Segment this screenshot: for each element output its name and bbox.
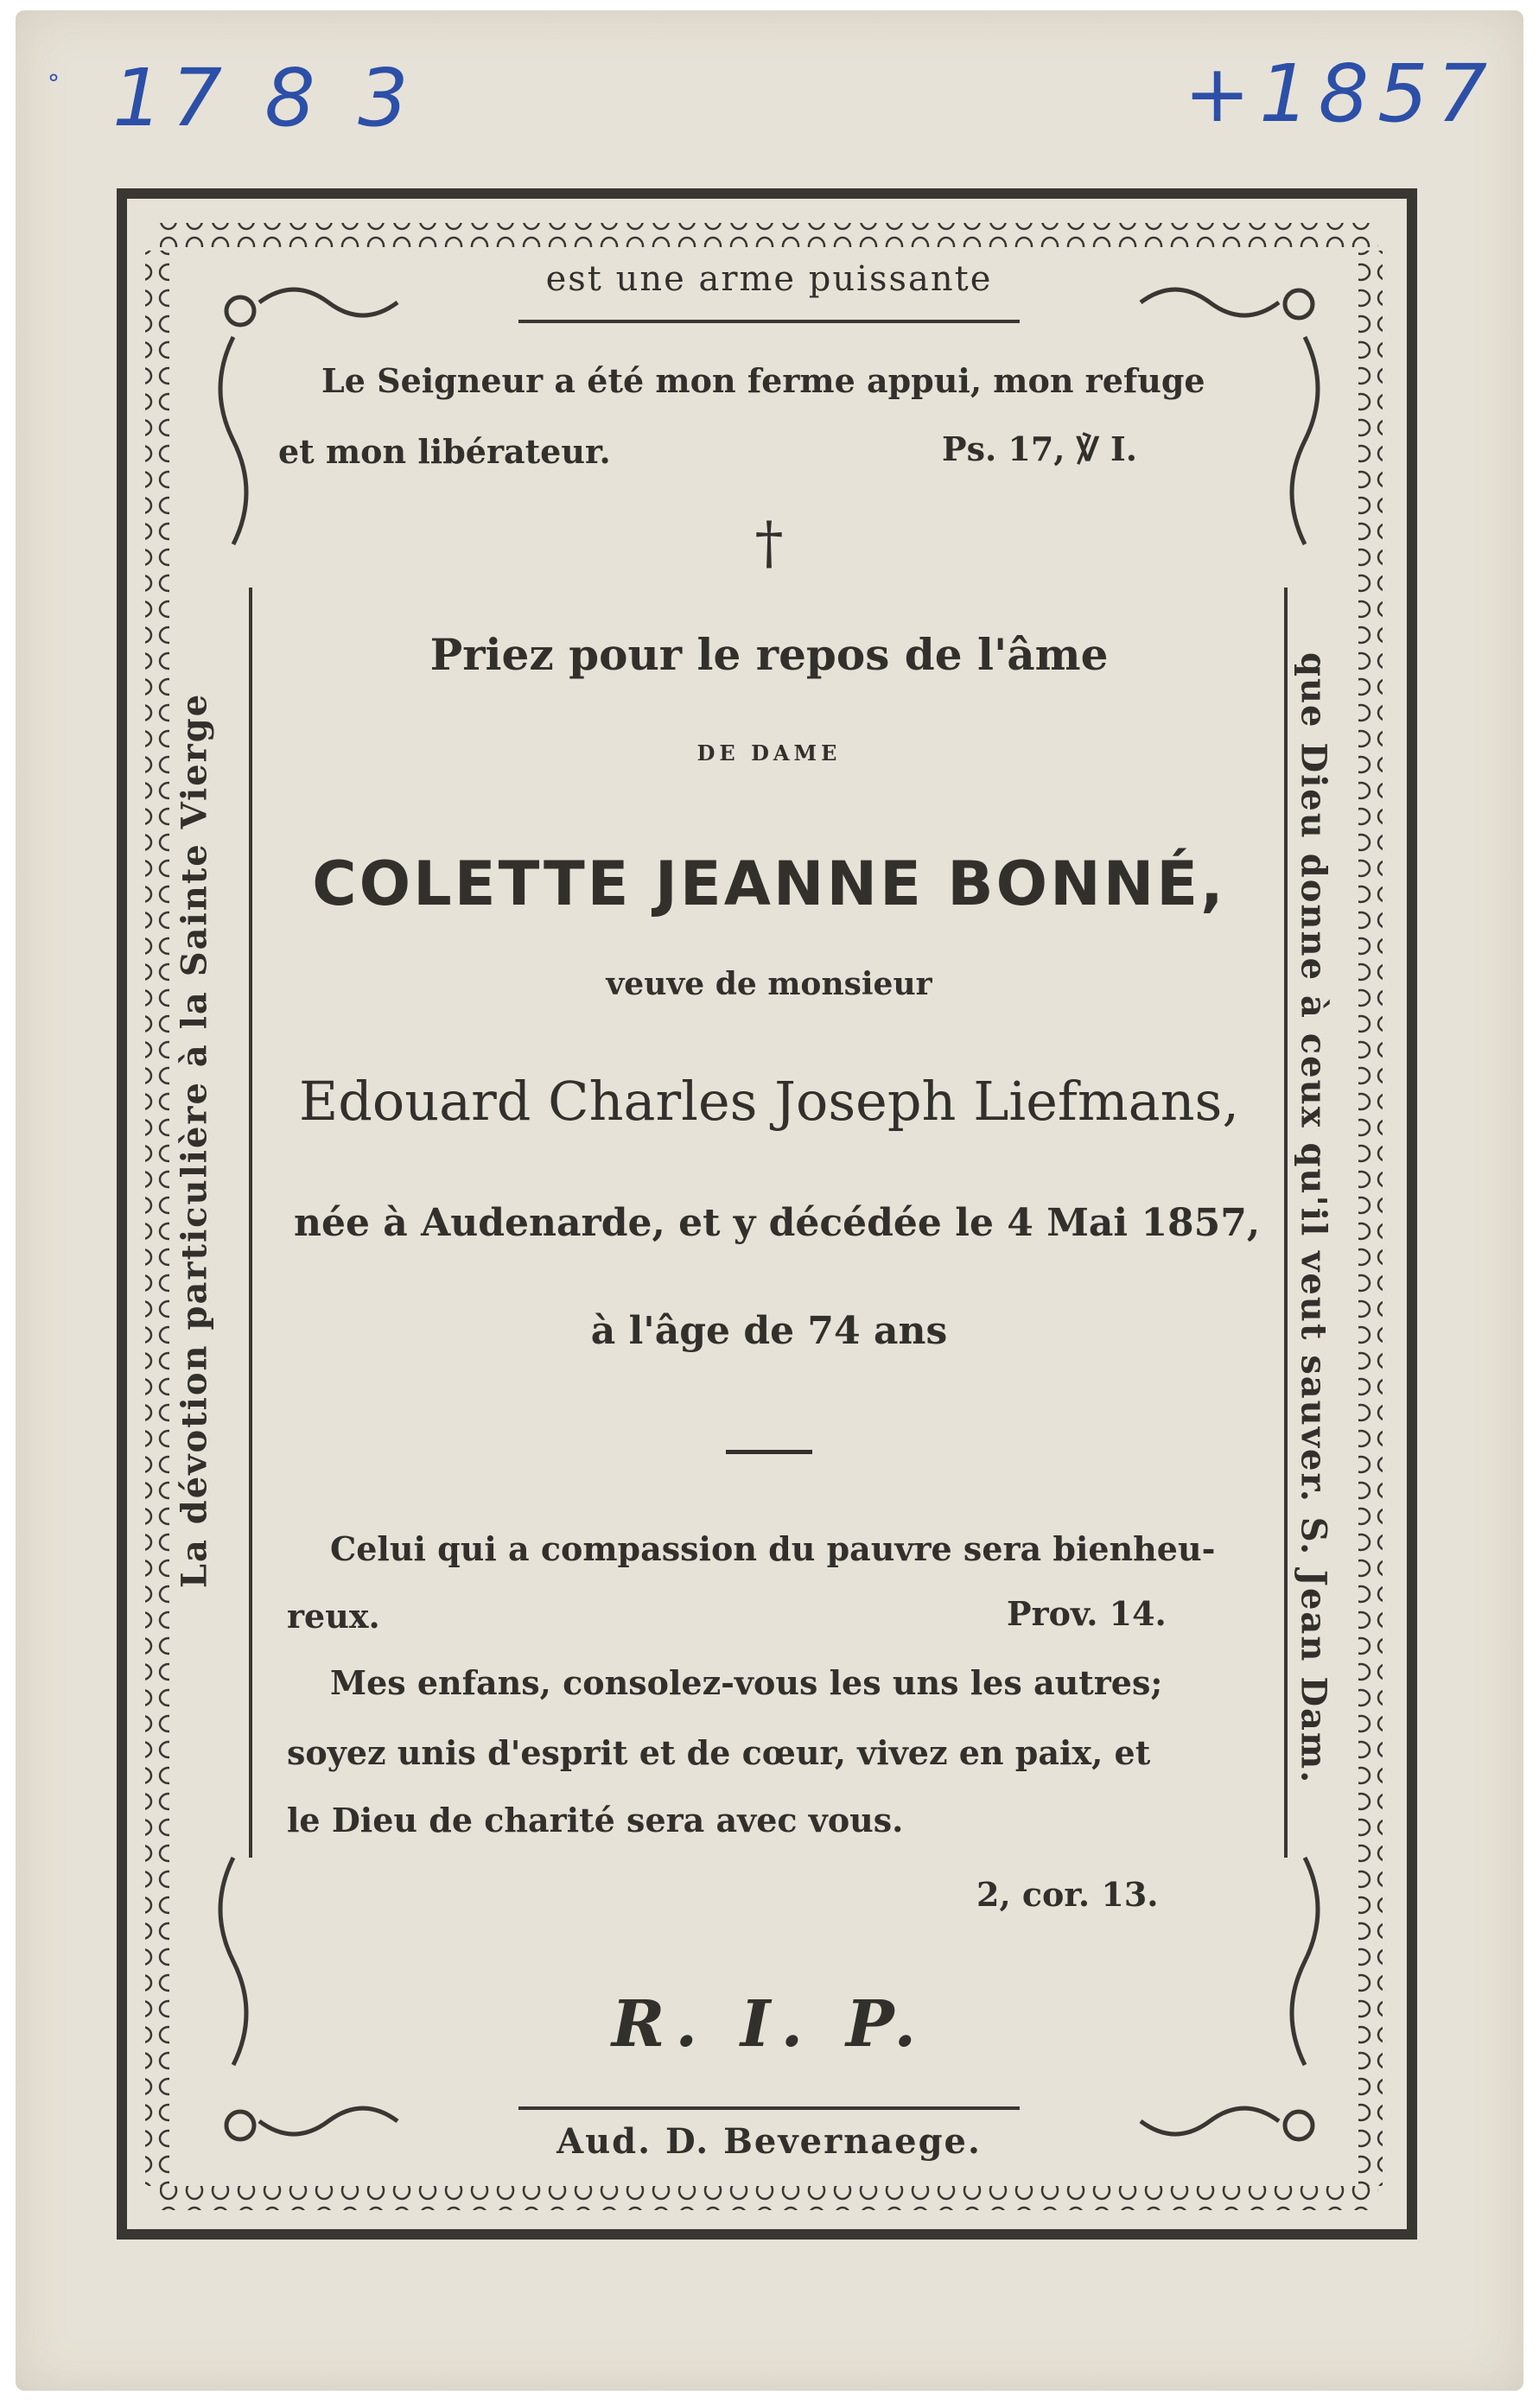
left-side-text: La dévotion particulière à la Sainte Vierge [174,692,215,1589]
title-line: DE DAME [696,740,842,766]
deceased-name: COLETTE JEANNE BONNÉ, [312,848,1226,919]
letter-line-3: le Dieu de charité sera avec vous. [287,1801,904,1839]
handwritten-death-year: +1857 [1184,48,1497,140]
ink-dot: ° [48,69,60,98]
widow-of-line: veuve de monsieur [606,966,932,1002]
age-line: à l'âge de 74 ans [590,1309,948,1353]
proverb-line-1: Celui qui a compassion du pauvre sera bienheu- [330,1529,1216,1568]
letter-reference: 2, cor. 13. [976,1875,1159,1914]
right-side-text: que Dieu donne à ceux qu'il veut sauver. S. Jean Dam. [1293,652,1334,1785]
verse-line-2: et mon libérateur. [278,432,611,471]
prayer-line: Priez pour le repos de l'âme [429,629,1109,680]
cross-icon: † [754,510,784,576]
proverb-reference: Prov. 14. [1007,1594,1167,1633]
top-banner-text: est une arme puissante [545,259,993,299]
birth-death-line: née à Audenarde, et y décédée le 4 Mai 1857, [294,1201,1261,1245]
verse-line-1: Le Seigneur a été mon ferme appui, mon refuge [321,361,1205,400]
letter-line-1: Mes enfans, consolez-vous les uns les autres; [330,1663,1163,1702]
verse-reference: Ps. 17, ℣ I. [942,429,1137,468]
proverb-line-2: reux. [287,1597,380,1636]
bottom-banner-text: Aud. D. Bevernaege. [556,2121,982,2162]
husband-name: Edouard Charles Joseph Liefmans, [298,1070,1240,1133]
handwritten-birth-year: 17 8 3 [112,52,417,144]
divider [726,1450,812,1454]
rip-text: R. I. P. [611,1987,927,2062]
letter-line-2: soyez unis d'esprit et de cœur, vivez en paix, et [287,1733,1151,1772]
